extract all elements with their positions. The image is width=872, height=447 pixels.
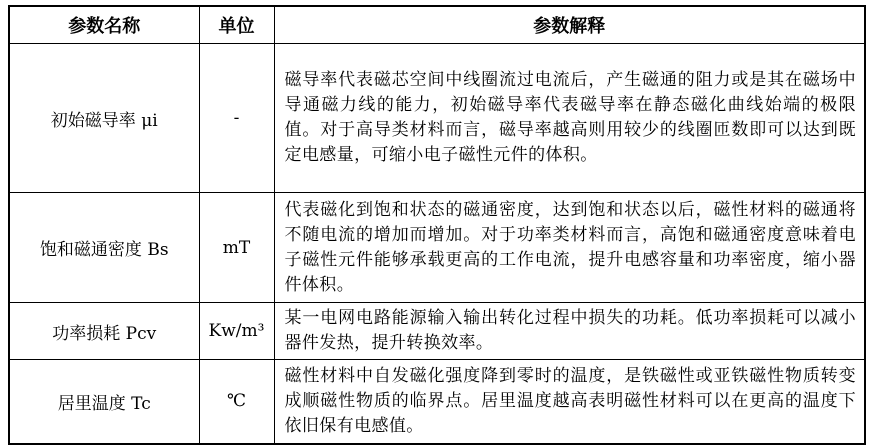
parameter-table — [8, 5, 866, 445]
header-param-name: 参数名称 — [9, 6, 199, 44]
param-unit-cell: ℃ — [199, 360, 274, 444]
header-param-desc: 参数解释 — [274, 6, 865, 44]
param-name-cell: 功率损耗 Pcv — [9, 303, 199, 360]
param-desc-cell: 代表磁化到饱和状态的磁通密度，达到饱和状态以后，磁性材料的磁通将不随电流的增加而增加。对于功率类材料而言，高饱和磁通密度意味着电子磁性元件能够承载更高的工作电流，提升电感容量和功率密度，缩小器件体积。 — [274, 193, 865, 303]
table-header-row — [9, 6, 865, 44]
param-name-cell: 饱和磁通密度 Bs — [9, 193, 199, 303]
table-row — [9, 360, 865, 444]
table-row — [9, 44, 865, 193]
param-unit-cell: Kw/m³ — [199, 303, 274, 360]
param-unit-cell: mT — [199, 193, 274, 303]
param-name-cell: 初始磁导率 μi — [9, 44, 199, 193]
param-name-cell: 居里温度 Tc — [9, 360, 199, 444]
param-desc-cell: 磁性材料中自发磁化强度降到零时的温度，是铁磁性或亚铁磁性物质转变成顺磁性物质的临界点。居里温度越高表明磁性材料可以在更高的温度下依旧保有电感值。 — [274, 360, 865, 444]
param-unit-cell: - — [199, 44, 274, 193]
param-desc-cell: 磁导率代表磁芯空间中线圈流过电流后，产生磁通的阻力或是其在磁场中导通磁力线的能力，初始磁导率代表磁导率在静态磁化曲线始端的极限值。对于高导类材料而言，磁导率越高则用较少的线圈匝数即可以达到既定电感量，可缩小电子磁性元件的体积。 — [274, 44, 865, 193]
param-desc-cell: 某一电网电路能源输入输出转化过程中损失的功耗。低功率损耗可以减小器件发热，提升转换效率。 — [274, 303, 865, 360]
parameter-table-container — [8, 5, 866, 445]
header-unit: 单位 — [199, 6, 274, 44]
table-row — [9, 193, 865, 303]
table-row — [9, 303, 865, 360]
